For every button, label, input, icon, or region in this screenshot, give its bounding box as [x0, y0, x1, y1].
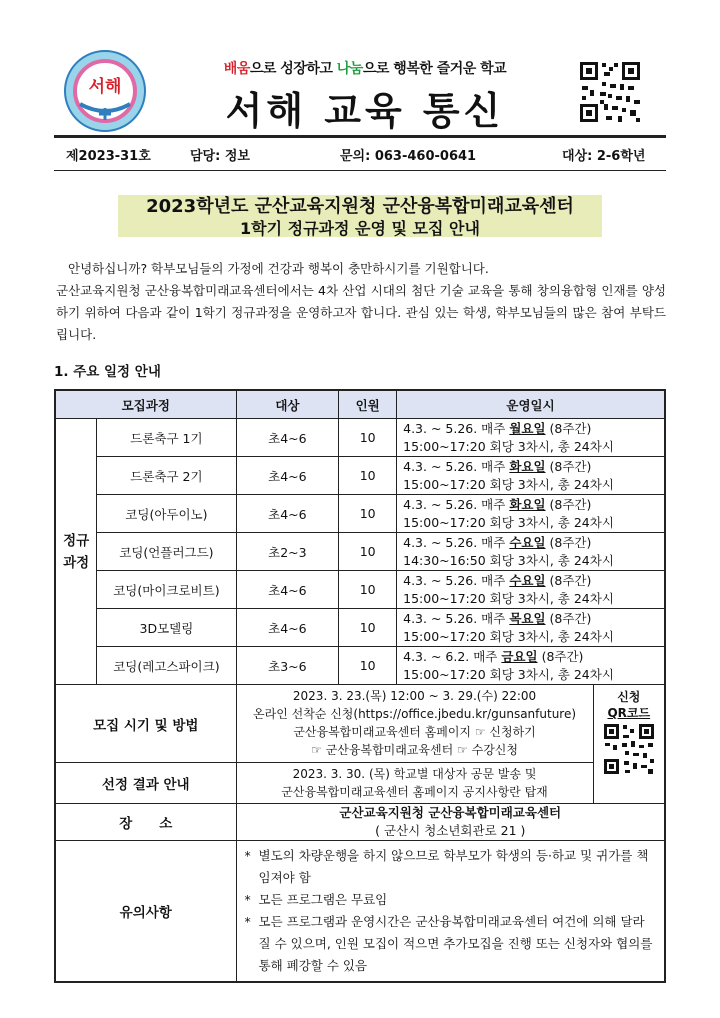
info-divider — [54, 170, 666, 171]
schedule-day: 화요일 — [509, 496, 546, 512]
schedule-weeks: (8주간) — [545, 610, 592, 626]
schedule-weeks: (8주간) — [537, 648, 584, 664]
motto-sharing: 나눔 — [336, 61, 363, 77]
category-line1: 정규 — [63, 532, 90, 549]
note-text: 모든 프로그램과 운영시간은 군산융복합미래교육센터 여건에 의해 달라질 수 있으며, 인원 모집이 적으면 추가모집을 진행 또는 신청자와 협의를 통해 폐강할 수 있음 — [258, 914, 653, 973]
contact-phone[interactable]: 문의: 063-460-0641 — [340, 149, 477, 164]
header-schedule: 운영일시 — [397, 390, 665, 419]
qr-cell — [593, 685, 665, 804]
schedule-time: 15:00~17:20 회당 3차시, 총 24차시 — [403, 438, 614, 454]
motto-part1: 으로 성장하고 — [249, 61, 337, 77]
course-schedule — [397, 419, 665, 457]
intro-body: 군산교육지원청 군산융복합미래교육센터에서는 4차 산업 시대의 첨단 기술 교육을 통해 창의융합형 인재를 양성하기 위하여 다음과 같이 1학기 정규과정을 운영하고자 합니다. 관심 있는 학생, 학부모님들의 많은 참여 부탁드립니다. — [56, 283, 666, 342]
schedule-time: 15:00~17:20 회당 3차시, 총 24차시 — [403, 590, 614, 606]
signup-qr-icon[interactable] — [603, 723, 655, 775]
place-name: 군산교육지원청 군산융복합미래교육센터 — [339, 805, 562, 820]
schedule-dates: 4.3. ~ 5.26. 매주 — [403, 572, 510, 588]
schedule-day: 월요일 — [509, 420, 546, 436]
notes-row — [55, 841, 665, 983]
notes-label: 유의사항 — [55, 841, 236, 983]
schedule-time: 14:30~16:50 회당 3차시, 총 24차시 — [403, 552, 614, 568]
qr-label-2: QR코드 — [607, 706, 651, 720]
place-address: ( 군산시 청소년회관로 21 ) — [375, 823, 526, 838]
audience: 대상: 2-6학년 — [562, 149, 646, 164]
header-divider — [54, 135, 666, 138]
table-row — [55, 457, 665, 495]
course-name: 드론축구 1기 — [97, 419, 236, 457]
course-target: 초4~6 — [236, 457, 339, 495]
schedule-time: 15:00~17:20 회당 3차시, 총 24차시 — [403, 514, 614, 530]
recruit-url[interactable]: 온라인 선착순 신청(https://office.jbedu.kr/gunsanfuture) — [253, 707, 577, 721]
course-target: 초4~6 — [236, 571, 339, 609]
qr-code-icon[interactable] — [578, 60, 642, 124]
issue-number: 제2023-31호 — [66, 149, 151, 164]
schedule-weeks: (8주간) — [545, 458, 592, 474]
result-line1: 2023. 3. 30. (목) 학교별 대상자 공문 발송 및 — [292, 767, 537, 781]
schedule-weeks: (8주간) — [545, 572, 592, 588]
place-row — [55, 804, 665, 841]
category-line2: 과정 — [63, 554, 90, 571]
schedule-time: 15:00~17:20 회당 3차시, 총 24차시 — [403, 476, 614, 492]
course-name: 코딩(언플러그드) — [97, 533, 236, 571]
schedule-dates: 4.3. ~ 6.2. 매주 — [403, 648, 502, 664]
owner: 담당: 정보 — [190, 149, 250, 164]
schedule-table — [54, 389, 666, 983]
header-course: 모집과정 — [55, 390, 236, 419]
course-name: 코딩(마이크로비트) — [97, 571, 236, 609]
school-logo — [62, 48, 148, 134]
recruit-period: 2023. 3. 23.(목) 12:00 ~ 3. 29.(수) 22:00 — [292, 689, 537, 703]
table-row — [55, 419, 665, 457]
result-info — [237, 762, 593, 801]
recruit-label: 모집 시기 및 방법 — [55, 685, 236, 763]
motto-part2: 으로 행복한 즐거운 학교 — [362, 61, 507, 77]
notice-title-line2: 1학기 정규과정 운영 및 모집 안내 — [240, 219, 480, 238]
recruit-path2: ☞ 군산융복합미래교육센터 ☞ 수강신청 — [311, 743, 518, 757]
result-label: 선정 결과 안내 — [55, 763, 236, 804]
recruit-path1: 군산융복합미래교육센터 홈페이지 ☞ 신청하기 — [293, 725, 536, 739]
header-target: 대상 — [236, 390, 339, 419]
schedule-time: 15:00~17:20 회당 3차시, 총 24차시 — [403, 628, 614, 644]
course-name: 코딩(레고스파이크) — [97, 647, 236, 685]
schedule-day: 화요일 — [509, 458, 546, 474]
schedule-day: 수요일 — [509, 572, 546, 588]
course-count: 10 — [339, 571, 397, 609]
course-count: 10 — [339, 609, 397, 647]
notice-title-line1: 2023학년도 군산교육지원청 군산융복합미래교육센터 — [146, 196, 574, 217]
course-name: 코딩(아두이노) — [97, 495, 236, 533]
intro-text — [56, 258, 666, 346]
schedule-dates: 4.3. ~ 5.26. 매주 — [403, 420, 510, 436]
table-row — [55, 647, 665, 685]
course-count: 10 — [339, 457, 397, 495]
course-target: 초2~3 — [236, 533, 339, 571]
course-target: 초3~6 — [236, 647, 339, 685]
qr-label-1: 신청 — [617, 690, 641, 704]
list-item — [245, 845, 656, 889]
bullet: * — [244, 848, 251, 863]
schedule-day: 목요일 — [509, 610, 546, 626]
schedule-dates: 4.3. ~ 5.26. 매주 — [403, 534, 510, 550]
list-item — [245, 889, 656, 911]
course-target: 초4~6 — [236, 609, 339, 647]
course-name: 드론축구 2기 — [97, 457, 236, 495]
table-row — [55, 495, 665, 533]
schedule-dates: 4.3. ~ 5.26. 매주 — [403, 458, 510, 474]
schedule-dates: 4.3. ~ 5.26. 매주 — [403, 610, 510, 626]
intro-greeting: 안녕하십니까? 학부모님들의 가정에 건강과 행복이 충만하시기를 기원합니다. — [68, 261, 489, 276]
course-count: 10 — [339, 533, 397, 571]
school-motto — [175, 58, 555, 78]
place-label: 장 소 — [55, 804, 236, 841]
note-text: 모든 프로그램은 무료임 — [258, 892, 388, 907]
course-schedule — [397, 495, 665, 533]
place-info — [236, 804, 665, 841]
logo-text: 서해 — [88, 77, 122, 97]
table-row — [55, 609, 665, 647]
course-schedule — [397, 647, 665, 685]
schedule-weeks: (8주간) — [545, 496, 592, 512]
bullet: * — [244, 914, 251, 929]
header-count: 인원 — [339, 390, 397, 419]
note-text: 별도의 차량운행을 하지 않으므로 학부모가 학생의 등·하교 및 귀가를 책임져야 함 — [258, 848, 649, 885]
course-schedule — [397, 533, 665, 571]
course-count: 10 — [339, 419, 397, 457]
schedule-day: 수요일 — [509, 534, 546, 550]
recruit-info — [236, 685, 593, 804]
course-target: 초4~6 — [236, 419, 339, 457]
recruit-row — [55, 685, 665, 763]
schedule-time: 15:00~17:20 회당 3차시, 총 24차시 — [403, 666, 614, 682]
bullet: * — [244, 892, 251, 907]
course-target: 초4~6 — [236, 495, 339, 533]
info-bar — [54, 143, 666, 165]
notes-list — [236, 841, 665, 983]
course-count: 10 — [339, 647, 397, 685]
table-row — [55, 533, 665, 571]
table-header-row — [55, 390, 665, 419]
result-line2: 군산융복합미래교육센터 홈페이지 공지사항란 탑재 — [281, 785, 548, 799]
table-row — [55, 571, 665, 609]
schedule-day: 금요일 — [501, 648, 538, 664]
course-schedule — [397, 609, 665, 647]
schedule-weeks: (8주간) — [545, 420, 592, 436]
section-heading: 1. 주요 일정 안내 — [54, 364, 161, 380]
category-cell — [55, 419, 97, 685]
schedule-weeks: (8주간) — [545, 534, 592, 550]
newsletter-title: 서해 교육 통신 — [225, 89, 505, 133]
motto-learning: 배움 — [223, 61, 250, 77]
course-count: 10 — [339, 495, 397, 533]
course-name: 3D모델링 — [97, 609, 236, 647]
course-schedule — [397, 457, 665, 495]
list-item — [245, 911, 656, 977]
course-schedule — [397, 571, 665, 609]
schedule-dates: 4.3. ~ 5.26. 매주 — [403, 496, 510, 512]
